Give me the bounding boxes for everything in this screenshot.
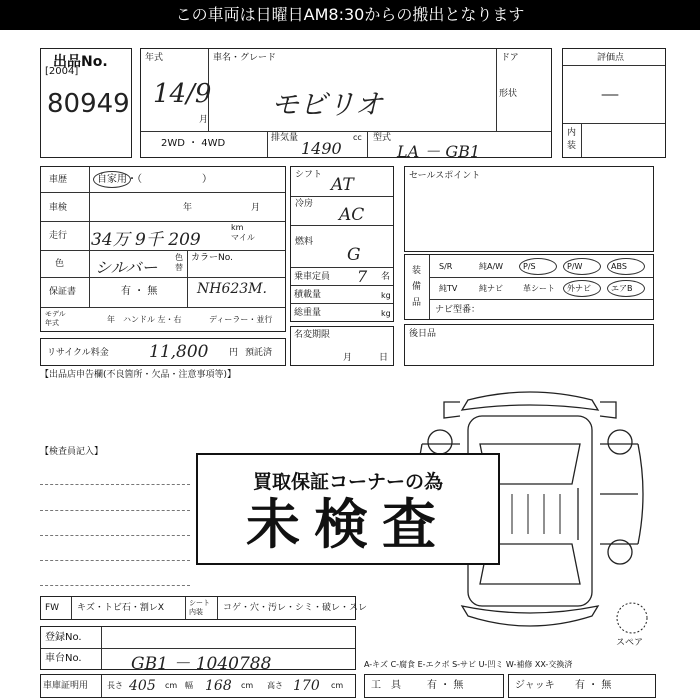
width-unit: cm [241, 681, 254, 690]
height-label: 高さ [267, 681, 283, 690]
equipment-circle-5 [607, 258, 645, 275]
remarks-header: 【出品店申告欄(不良箇所・欠品・注意事項等)】 [40, 370, 237, 380]
car-name-value: モビリオ [271, 88, 383, 121]
displacement-unit: cc [353, 133, 362, 142]
name-change-day: 日 [379, 353, 389, 363]
history-value: 自家用・（ ） [97, 174, 212, 185]
year-label: 年式 [145, 53, 164, 63]
load-label: 積載量 [294, 290, 322, 300]
equipment-circle-9 [563, 280, 601, 297]
equipment-option-7: 純ナビ [479, 284, 503, 293]
inspection-label: 車検 [49, 203, 68, 213]
jack-box [508, 674, 656, 698]
tools-value: 有 ・ 無 [427, 680, 464, 691]
displacement-label: 排気量 [271, 133, 299, 143]
condition-box [40, 596, 368, 620]
mileage-value: 34万 9千 209 [91, 230, 201, 250]
equipment-circle-3 [519, 258, 557, 275]
equipment-option-8: 革シート [523, 284, 555, 293]
drive-label: 2WD ・ 4WD [161, 138, 226, 149]
name-change-box [290, 326, 394, 366]
type-value: LA － GB1 [397, 142, 481, 161]
equipment-option-10: エアB [611, 284, 633, 293]
name-change-label: 名変期限 [294, 330, 331, 340]
equipment-option-4: P/W [567, 262, 583, 271]
equipment-option-6: 純TV [439, 284, 458, 293]
score-box [562, 48, 666, 158]
model-change-year: 年 [107, 315, 115, 324]
equipment-option-2: 純A/W [479, 262, 504, 271]
car-name-label: 車名・グレード [213, 53, 277, 63]
registration-box [40, 626, 356, 674]
handle-label: ハンドル 左・右 [123, 315, 182, 324]
mileage-unit: km マイル [231, 223, 255, 242]
nav-model-label: ナビ型番： [435, 305, 481, 315]
recycle-label: リサイクル料金 [47, 348, 109, 358]
ac-label: 冷房 [295, 199, 314, 209]
color-no-value: NH623M. [197, 281, 267, 297]
shift-label: シフト [295, 170, 323, 180]
sales-point-label: セールスポイント [409, 171, 481, 181]
weight-label: 総重量 [294, 308, 322, 318]
tools-label: 工 具 [371, 680, 401, 691]
equipment-option-5: ABS [611, 262, 627, 271]
spare-tire-icon [614, 600, 650, 636]
warranty-value: 有 ・ 無 [121, 286, 158, 297]
history-label: 車歴 [49, 175, 68, 185]
chassis-label: 車台No. [45, 653, 82, 664]
capacity-value: 7 [357, 267, 368, 286]
registration-label: 登録No. [45, 632, 82, 643]
garage-cert-label: 車庫証明用 [43, 681, 89, 691]
later-items-box [404, 324, 654, 366]
color-label: 色 [55, 259, 65, 269]
equipment-option-1: S/R [439, 262, 453, 271]
model-change-label: モデル 年式 [45, 310, 66, 327]
lot-year: [2004] [45, 66, 79, 77]
width-value: 168 [205, 678, 232, 694]
color-change: 色 替 [175, 253, 183, 272]
recycle-value: 11,800 [149, 342, 209, 362]
recycle-status: 預託済 [245, 348, 273, 358]
recycle-unit: 円 [229, 348, 239, 358]
jack-value: 有 ・ 無 [575, 680, 612, 691]
length-unit: cm [165, 681, 178, 690]
door-label: ドア [501, 53, 519, 63]
score-label: 評価点 [597, 53, 625, 63]
tools-box [364, 674, 504, 698]
equipment-option-9: 外ナビ [567, 284, 591, 293]
banner-text: この車両は日曜日AM8:30からの搬出となります [175, 5, 525, 24]
jack-label: ジャッキ [515, 680, 555, 691]
lot-number-label: 出品No. [53, 54, 108, 70]
model-box [140, 48, 552, 161]
spare-label: スペア [616, 638, 644, 648]
width-label: 幅 [185, 681, 193, 690]
year-value: 14/9 [153, 79, 212, 109]
lot-number-value: 80949 [47, 89, 130, 119]
shape-label: 形状 [499, 89, 518, 99]
inspection-month: 月 [251, 203, 261, 213]
interior-label: 内 装 [567, 128, 577, 151]
capacity-label: 乗車定員 [294, 272, 331, 282]
fw-value: キズ・トビ石・割レX [77, 603, 164, 613]
length-label: 長さ [107, 681, 123, 690]
top-banner [0, 0, 700, 30]
length-value: 405 [129, 678, 156, 694]
ac-value: AC [339, 205, 365, 225]
chassis-value: GB1 － 1040788 [131, 654, 272, 674]
stamp-subtitle: 買取保証コーナーの為 [252, 471, 443, 493]
color-no-label: カラーNo. [191, 253, 233, 263]
height-value: 170 [293, 678, 320, 694]
mileage-label: 走行 [49, 231, 68, 241]
seat-value: コゲ・穴・汚レ・シミ・破レ・スレ [223, 603, 368, 613]
history-box [40, 166, 286, 332]
damage-legend: A-キズ C-腐食 E-エクボ S-サビ U-凹ミ W-補修 XX-交換済 [364, 660, 573, 669]
weight-unit: kg [381, 309, 391, 318]
garage-cert-box [40, 674, 356, 698]
shift-value: AT [331, 175, 354, 195]
not-inspected-stamp [196, 453, 500, 565]
equipment-circle-10 [607, 280, 645, 297]
lot-number-box [40, 48, 132, 158]
fuel-value: G [347, 245, 361, 265]
equipment-circle-4 [563, 258, 601, 275]
load-unit: kg [381, 291, 391, 300]
equipment-box [404, 254, 654, 320]
score-value: － [599, 84, 622, 109]
equipment-label: 装 備 品 [412, 266, 422, 308]
later-items-label: 後日品 [409, 329, 437, 339]
fw-label: FW [45, 603, 60, 613]
specs-box [290, 166, 394, 322]
height-unit: cm [331, 681, 344, 690]
inspection-year: 年 [183, 203, 193, 213]
dealer-label: ディーラー・並行 [209, 315, 273, 324]
type-label: 型式 [373, 133, 392, 143]
stamp-title: 未検査 [246, 493, 450, 556]
equipment-option-3: P/S [523, 262, 536, 271]
color-value: シルバー [95, 258, 158, 277]
warranty-label: 保証書 [49, 287, 77, 297]
name-change-month: 月 [343, 353, 353, 363]
recycle-box [40, 338, 286, 366]
fuel-label: 燃料 [295, 237, 314, 247]
seat-label: シート 内装 [189, 599, 210, 616]
month-unit: 月 [199, 115, 209, 125]
displacement-value: 1490 [301, 139, 342, 158]
inspector-header: 【検査員記入】 [40, 447, 104, 457]
sales-point-box [404, 166, 654, 252]
capacity-unit: 名 [381, 272, 391, 282]
